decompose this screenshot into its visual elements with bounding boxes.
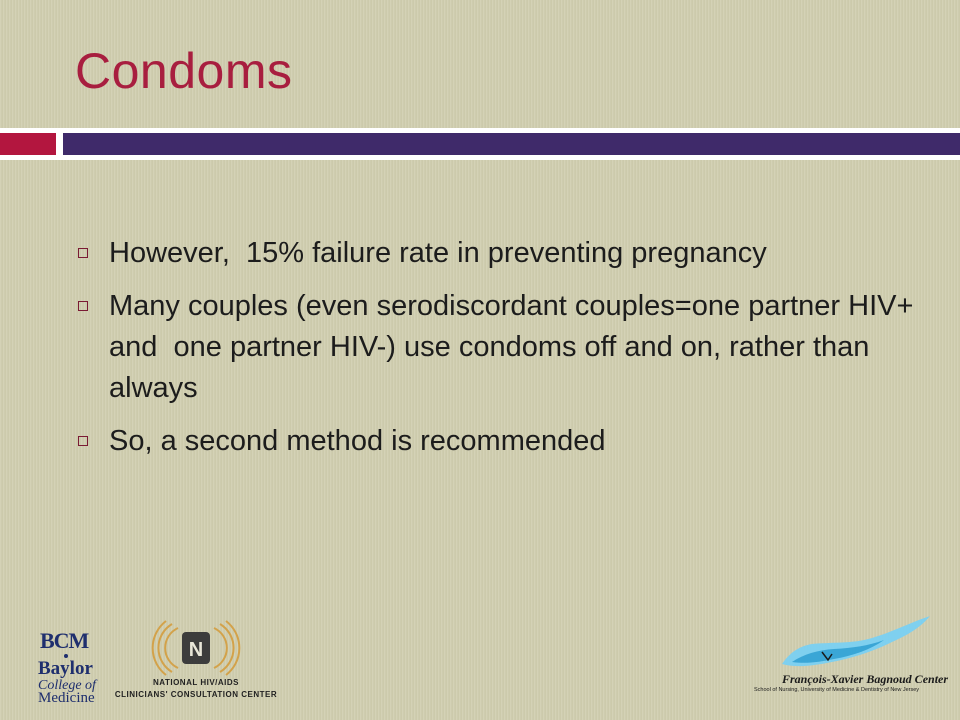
baylor-college-of-medicine-logo [38, 628, 100, 704]
square-bullet-icon [78, 248, 88, 258]
bullet-list [78, 233, 928, 474]
square-bullet-icon [78, 301, 88, 311]
fxb-wave-icon [752, 612, 932, 670]
fxb-center-subtitle: School of Nursing, University of Medicine & Dentistry of New Jersey [754, 687, 920, 693]
nccc-logo [110, 620, 282, 710]
bcm-mark: BCM [40, 628, 89, 653]
bullet-item [78, 233, 928, 274]
nccc-mark: N [188, 639, 204, 661]
bullet-item [78, 286, 928, 409]
fxb-center-name: François-Xavier Bagnoud Center [782, 672, 949, 686]
nccc-line1: NATIONAL HIV/AIDS [153, 678, 239, 687]
bcm-line-baylor: Baylor [38, 658, 93, 679]
nccc-emblem-icon [110, 620, 282, 678]
bullet-item [78, 421, 928, 462]
nccc-line2: CLINICIANS' CONSULTATION CENTER [114, 690, 278, 699]
bcm-line-medicine: Medicine [38, 690, 95, 706]
bullet-text: However, 15% failure rate in preventing pregnancy [109, 237, 767, 269]
square-bullet-icon [78, 436, 88, 446]
bcm-line-college: College of [38, 678, 96, 693]
divider-purple-bar [63, 133, 960, 155]
bullet-text: Many couples (even serodiscordant couples=one partner HIV+ and one partner HIV-) use condoms off and on, rather than always [109, 290, 914, 404]
slide-title: Condoms [75, 43, 293, 99]
bullet-text: So, a second method is recommended [109, 425, 606, 457]
divider-red-block [0, 133, 56, 155]
fxb-center-logo [752, 612, 949, 700]
title-divider [0, 128, 960, 160]
